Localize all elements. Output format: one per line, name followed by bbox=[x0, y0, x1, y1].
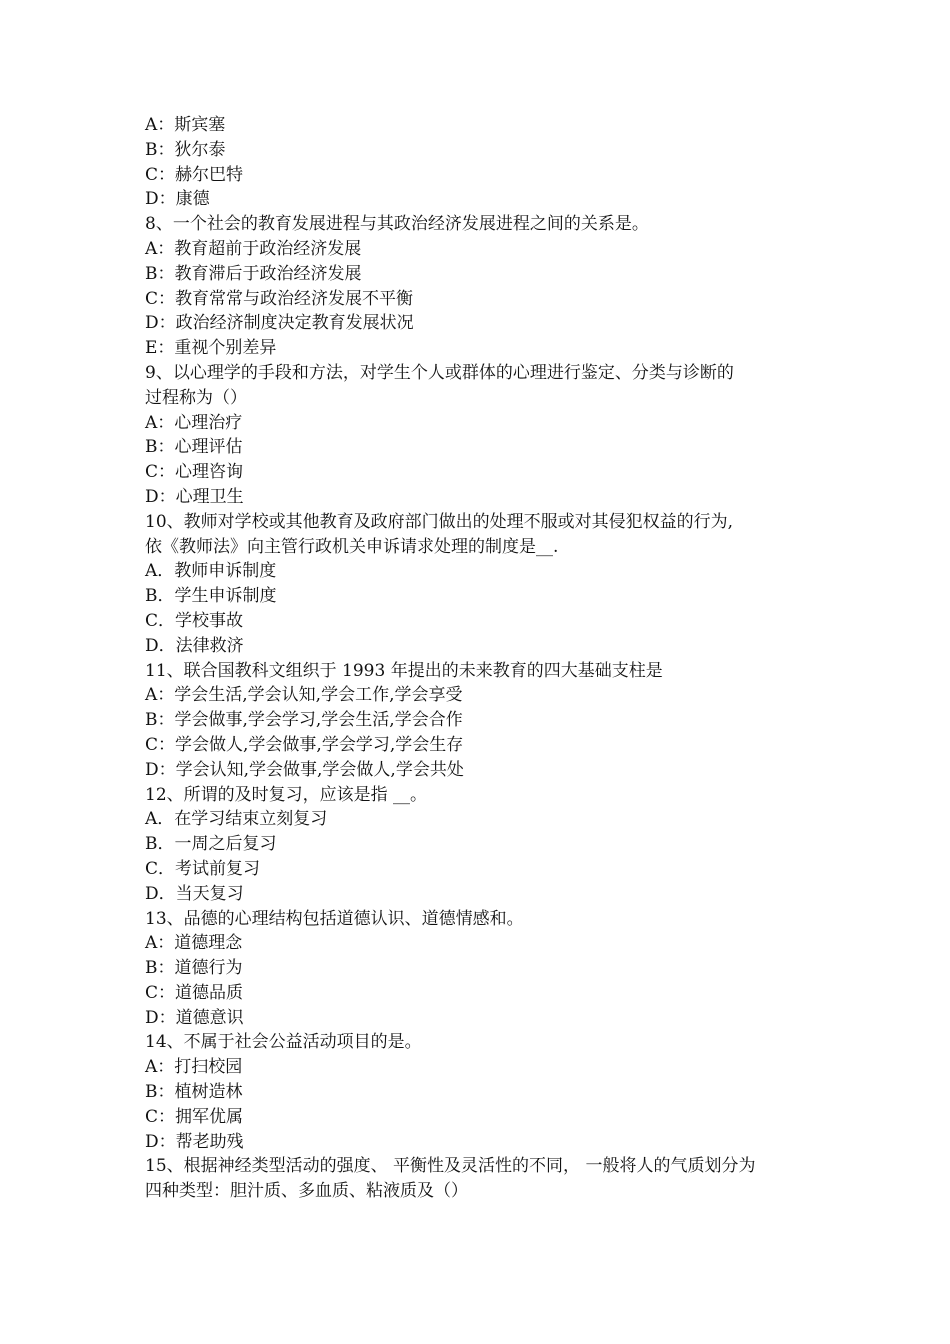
option-line: B：植树造林 bbox=[145, 1082, 243, 1103]
option-line: A：心理治疗 bbox=[145, 412, 243, 433]
question-9-continued: 过程称为（） bbox=[145, 387, 247, 408]
question-10-continued: 依《教师法》向主管行政机关申诉请求处理的制度是__. bbox=[145, 536, 559, 557]
option-line: B：狄尔泰 bbox=[145, 139, 226, 160]
option-line: B．学生申诉制度 bbox=[145, 586, 277, 607]
option-line: C：教育常常与政治经济发展不平衡 bbox=[145, 288, 414, 309]
option-line: A：斯宾塞 bbox=[145, 115, 226, 135]
option-line: A：教育超前于政治经济发展 bbox=[145, 238, 362, 259]
question-15: 15、根据神经类型活动的强度、 平衡性及灵活性的不同， 一般将人的气质划分为 bbox=[145, 1156, 756, 1177]
question-13: 13、品德的心理结构包括道德认识、道德情感和。 bbox=[145, 908, 524, 929]
option-line: B．一周之后复习 bbox=[145, 834, 277, 855]
option-line: D．当天复习 bbox=[145, 883, 244, 904]
option-line: D：学会认知,学会做事,学会做人,学会共处 bbox=[145, 759, 464, 780]
option-line: D：康德 bbox=[145, 189, 210, 210]
option-line: B：道德行为 bbox=[145, 958, 243, 979]
option-line: B：心理评估 bbox=[145, 437, 243, 458]
option-line: A．教师申诉制度 bbox=[145, 561, 277, 582]
option-line: C．考试前复习 bbox=[145, 858, 261, 879]
option-line: B：教育滞后于政治经济发展 bbox=[145, 263, 362, 284]
question-12: 12、所谓的及时复习，应该是指 __。 bbox=[145, 784, 428, 805]
question-14: 14、不属于社会公益活动项目的是。 bbox=[145, 1032, 422, 1053]
option-line: C：拥军优属 bbox=[145, 1106, 244, 1127]
question-9: 9、以心理学的手段和方法，对学生个人或群体的心理进行鉴定、分类与诊断的 bbox=[145, 362, 734, 383]
question-8: 8、一个社会的教育发展进程与其政治经济发展进程之间的关系是。 bbox=[145, 214, 649, 235]
option-line: D：心理卫生 bbox=[145, 486, 244, 507]
option-line: D．法律救济 bbox=[145, 635, 244, 656]
option-line: A：道德理念 bbox=[145, 933, 243, 954]
question-10: 10、教师对学校或其他教育及政府部门做出的处理不服或对其侵犯权益的行为, bbox=[145, 511, 734, 532]
option-line: A：学会生活,学会认知,学会工作,学会享受 bbox=[145, 685, 463, 706]
option-line: A．在学习结束立刻复习 bbox=[145, 809, 328, 830]
option-line: C：赫尔巴特 bbox=[145, 164, 244, 185]
question-15-continued: 四种类型：胆汁质、多血质、粘液质及（） bbox=[145, 1181, 468, 1202]
option-line: C：学会做人,学会做事,学会学习,学会生存 bbox=[145, 734, 464, 755]
option-line: D：政治经济制度决定教育发展状况 bbox=[145, 313, 414, 334]
option-line: C：道德品质 bbox=[145, 982, 244, 1003]
option-line: D：帮老助残 bbox=[145, 1131, 244, 1152]
option-line: C．学校事故 bbox=[145, 610, 244, 631]
option-line: E：重视个别差异 bbox=[145, 338, 277, 359]
question-11: 11、联合国教科文组织于 1993 年提出的未来教育的四大基础支柱是 bbox=[145, 660, 663, 681]
document-body bbox=[145, 113, 815, 1204]
option-line: C：心理咨询 bbox=[145, 462, 244, 483]
option-line: A：打扫校园 bbox=[145, 1057, 243, 1078]
option-line: B：学会做事,学会学习,学会生活,学会合作 bbox=[145, 710, 463, 731]
option-line: D：道德意识 bbox=[145, 1007, 244, 1028]
